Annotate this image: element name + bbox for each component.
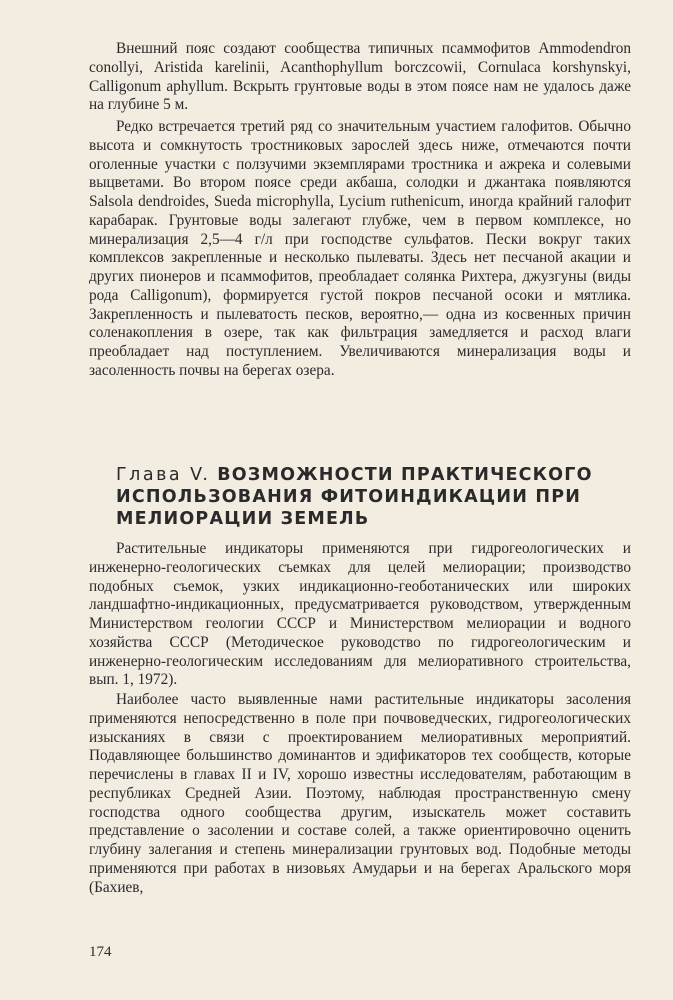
page-number: 174 [89, 944, 112, 960]
chapter-title-line: ВОЗМОЖНОСТИ ПРАКТИЧЕСКОГО [217, 465, 593, 485]
paragraph: Наиболее часто выявленные нами растительные индикаторы засоления применяются непосредственно в поле при почвоведческих, гидрогеологических изысканиях в связи с проектированием мелиоративных мероприятий. Подавляющее большинство доминантов и эдификаторов тех сообществ, которые перечислены в главах II и IV, хорошо известны исследователям, работающим в республиках Средней Азии. Поэтому, наблюдая пространственную смену господства одного сообщества другим, изыскатель может составить представление о засолении и составе солей, а также ориентировочно оценить глубину залегания и степень минерализации грунтовых вод. Подобные методы применяются при работах в низовьях Амударьи и на берегах Аральского моря (Бахиев, [89, 691, 631, 896]
chapter-title-line: ИСПОЛЬЗОВАНИЯ ФИТОИНДИКАЦИИ ПРИ [116, 487, 582, 507]
chapter-label: Глава V. [116, 465, 211, 485]
paragraph: Растительные индикаторы применяются при гидрогеологических и инженерно-геологических съемках для целей мелиорации; производство подобных съемок, узких индикационно-геоботанических или широких ландшафтно-индикационных, предусматривается руководством, утвержденным Министерством геологии СССР и Министерством мелиорации и водного хозяйства СССР (Методическое руководство по гидрогеологическим и инженерно-геологическим исследованиям для мелиоративного строительства, вып. 1, 1972). [89, 540, 631, 689]
body-text-top [89, 40, 631, 381]
body-text-bottom [89, 540, 631, 897]
chapter-heading [116, 464, 616, 530]
paragraph: Внешний пояс создают сообщества типичных псаммофитов Ammodendron conollyi, Aristida karelinii, Acanthophyllum borczcowii, Cornulaca korshynskyi, Calligonum aphyllum. Вскрыть грунтовые воды в этом поясе нам не удалось даже на глубине 5 м. [89, 40, 631, 114]
paragraph: Редко встречается третий ряд со значительным участием галофитов. Обычно высота и сомкнутость тростниковых зарослей здесь ниже, отмечаются почти оголенные участки с ползучими экземплярами тростника и ажрека и солевыми выцветами. Во втором поясе среди акбаша, солодки и джантака появляются Salsola dendroides, Sueda microphylla, Lycium ruthenicum, иногда крайний галофит карабарак. Грунтовые воды залегают глубже, чем в первом комплексе, но минерализация 2,5—4 г/л при господстве сульфатов. Пески вокруг таких комплексов закрепленные и несколько пылеваты. Здесь нет песчаной акации и других пионеров и псаммофитов, преобладает солянка Рихтера, джузгуны (виды рода Calligonum), формируется густой покров песчаной осоки и мятлика. Закрепленность и пылеватость песков, вероятно,— одна из косвенных причин соленакопления в озере, так как фильтрация замедляется и расход влаги преобладает над поступлением. Увеличиваются минерализация воды и засоленность почвы на берегах озера. [89, 118, 631, 379]
chapter-title-line: МЕЛИОРАЦИИ ЗЕМЕЛЬ [116, 509, 370, 529]
